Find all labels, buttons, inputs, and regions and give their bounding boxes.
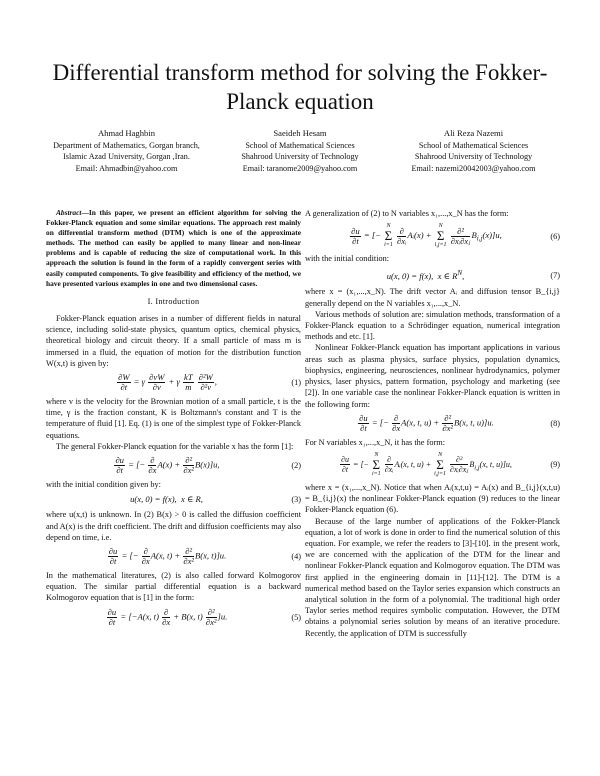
equation-body: $\frac{\partial u}{\partial t}$ = [− $\frac{\partial}{\partial x}$ A(x, t, u) + $\frac{\text{∂²}}{\text{∂x²}}$ B(x, t, u)]u.	[359, 412, 494, 433]
paragraph: where x = (x₁,...,x_N). Notice that when Aᵢ(x,t,u) = Aᵢ(x) and B_{i,j}(x,t,u) = B_{i,j}(x) the nonlinear Fokker-Planck equation (9) reduces to the linear Fokker-Planck equation (6).	[305, 482, 560, 515]
abstract-label: Abstract	[56, 208, 82, 217]
author-block	[40, 128, 560, 174]
author-affiliation: School of Mathematical Sciences	[418, 140, 529, 150]
equation-number: (4)	[291, 551, 301, 561]
right-column	[305, 208, 560, 639]
equation-6	[305, 223, 560, 249]
equation-9	[305, 452, 560, 478]
author-affiliation: Shahrood University of Technology	[241, 152, 359, 161]
paper-title: Differential transform method for solving the Fokker-Planck equation	[52, 60, 548, 114]
author-2	[214, 128, 387, 174]
equation-body: $\frac{\partial u}{\partial t}$ = [− $\frac{\partial}{\partial x}$ A(x) + $\frac{\text{∂²}}{\text{∂x²}}$ B(x)]u,	[115, 454, 220, 475]
author-affiliation: Department of Mathematics, Gorgan branch,	[53, 140, 200, 150]
paragraph: Fokker-Planck equation arises in a number of different fields in natural science, including solid-state physics, quantum optics, chemical physics, theoretical biology and circuit theory. If a small particle of mass m is immersed in a fluid, the equation of motion for the distribution function W(x,t) is given by:	[46, 313, 301, 368]
equation-body: $\frac{\partial u}{\partial t}$ = [−A(x, t) $\frac{\partial}{\partial x}$ + B(x, t) $\frac{\text{∂²}}{\text{∂x²}}$ ]u.	[107, 606, 228, 627]
equation-number: (9)	[550, 460, 560, 470]
section-heading: I. Introduction	[147, 296, 200, 306]
paragraph: with the initial condition:	[305, 254, 390, 264]
equation-1	[46, 373, 301, 392]
equation-8	[305, 414, 560, 433]
equation-body: $\frac{\partial u}{\partial t}$ = [− N Σ i=1 $\frac{\partial}{\text{∂xᵢ}}$ Aᵢ(x) + N Σ i,j=1 $\frac{\text{∂²}}{\text{∂xᵢ∂xⱼ}}$ $B_{i,j}(x)]u$,	[351, 223, 502, 249]
paragraph: with the initial condition given by:	[46, 479, 161, 489]
equation-number: (2)	[291, 460, 301, 470]
paragraph: where u(x,t) is unknown. In (2) B(x) > 0 is called the diffusion coefficient and A(x) is the drift coefficient. The drift and diffusion coefficients may also depend on time, i.e.	[46, 510, 301, 542]
author-3	[387, 128, 560, 174]
left-column	[46, 208, 301, 631]
author-name: Saeideh Hesam	[273, 128, 327, 138]
equation-number: (6)	[550, 231, 560, 241]
equation-body: $\frac{\partial W}{\partial t}$ = γ $\frac{\partial vW}{\partial v}$ + γ $\frac{kT}{m}$ $\frac{\text{∂²W}}{\text{∂²v}}$ ,	[118, 371, 217, 392]
equation-4	[46, 547, 301, 566]
equation-number: (3)	[291, 495, 301, 505]
author-email: Email: nazemi20042003@yahoo.com	[411, 163, 536, 173]
equation-body: u(x, 0) = f(x), x ∈ $R^N$,	[386, 269, 465, 282]
paragraph: Because of the large number of applications of the Fokker-Planck equation, a lot of work is done in order to find the numerical solution of this equation. For example, we refer the readers to [3]-[10]. in the present work, we are concerned with the application of the DTM for the linear and nonlinear Fokker-Planck equation and Kolmogorov equation. The DTM was first applied in the engineering domain in [11]-[12]. The DTM is a numerical method based on the Taylor series expansion which constructs an analytical solution in the form of a polynomial. The traditional high order Taylor series method requires symbolic computation. However, the DTM obtains a polynomial series solution by means of an iterative procedure. Recently, the application of DTM is successfully	[305, 516, 560, 638]
equation-number: (1)	[291, 377, 301, 387]
paragraph: Nonlinear Fokker-Planck equation has important applications in various areas such as plasma physics, surface physics, population dynamics, biophysics, engineering, neurosciences, nonlinear hydrodynamics, polymer physics, laser physics, pattern formation, psychology and marketing (see [2]). In one variable case the nonlinear Fokker-Planck equation is written in the following form:	[305, 343, 560, 409]
paragraph: In the mathematical literatures, (2) is also called forward Kolmogorov equation. The similar partial differential equation is a backward Kolmogorov equation that is [1] in the form:	[46, 571, 301, 603]
paragraph: The general Fokker-Planck equation for the variable x has the form [1]:	[56, 441, 294, 451]
author-affiliation: School of Mathematical Sciences	[245, 140, 355, 150]
equation-body: u(x, 0) = f(x), x ∈ R,	[130, 494, 203, 505]
paragraph: where v is the velocity for the Brownian motion of a small particle, t is the time, γ is the fraction constant, K is Boltzmann's constant and T is the temperature of fluid [1]. Eq. (1) is one of the simplest type of Fokker-Planck equations.	[46, 396, 301, 440]
author-affiliation: Shahrood University of Technology	[414, 152, 533, 161]
author-email: Email: Ahmadbin@yahoo.com	[75, 163, 178, 173]
paragraph: For N variables x₁,...,x_N, it has the form:	[305, 437, 445, 447]
equation-2	[46, 456, 301, 475]
paragraph: where x = (x₁,...,x_N). The drift vector Aᵢ and diffusion tensor B_{i,j} generally depend on the N variables x₁,...,x_N.	[305, 287, 560, 308]
equation-5	[46, 608, 301, 627]
abstract	[46, 208, 301, 289]
paragraph: Various methods of solution are: simulation methods, transformation of a Fokker-Planck equation to a Schrödinger equation, numerical integration methods and etc. [1].	[305, 309, 560, 342]
equation-number: (8)	[550, 418, 560, 428]
equation-number: (5)	[291, 612, 301, 622]
abstract-text: —In this paper, we present an efficient algorithm for solving the Fokker-Planck equation and some similar equations. The approach rest mainly on differential transform method (DTM) which is one of the approximate methods. The method can easily be applied to many linear and non-linear problems and is capable of reducing the size of computational work. In this approach the solution is found in the form of a rapidly convergent series with easily computed components. To give feasibility and efficiency of the method, we have presented various examples in one and two dimensional cases.	[46, 208, 301, 288]
author-name: Ahmad Haghbin	[97, 128, 156, 138]
author-1	[40, 128, 213, 174]
equation-3	[46, 494, 301, 505]
equation-body: $\frac{\partial u}{\partial t}$ = [− $\frac{\partial}{\partial x}$ A(x, t) + $\frac{\text{∂²}}{\text{∂x²}}$ B(x, t)]u.	[108, 546, 227, 566]
author-affiliation: Islamic Azad University, Gorgan ,Iran.	[63, 152, 190, 161]
author-name: Ali Reza Nazemi	[443, 128, 504, 138]
paragraph: A generalization of (2) to N variables x₁,...,x_N has the form:	[305, 209, 509, 218]
author-email: Email: taranome2009@yahoo.com	[242, 163, 358, 173]
equation-number: (7)	[550, 270, 560, 280]
equation-body: $\frac{\partial u}{\partial t}$ = [− N Σ i=1 $\frac{\partial}{\text{∂xᵢ}}$ Aᵢ(x, t, u) + N Σ i,j=1 $\frac{\text{∂²}}{\text{∂xᵢ∂xⱼ}}$ $B_{i,j}(x$, t, u)]u,	[341, 451, 512, 477]
equation-7	[305, 268, 560, 282]
